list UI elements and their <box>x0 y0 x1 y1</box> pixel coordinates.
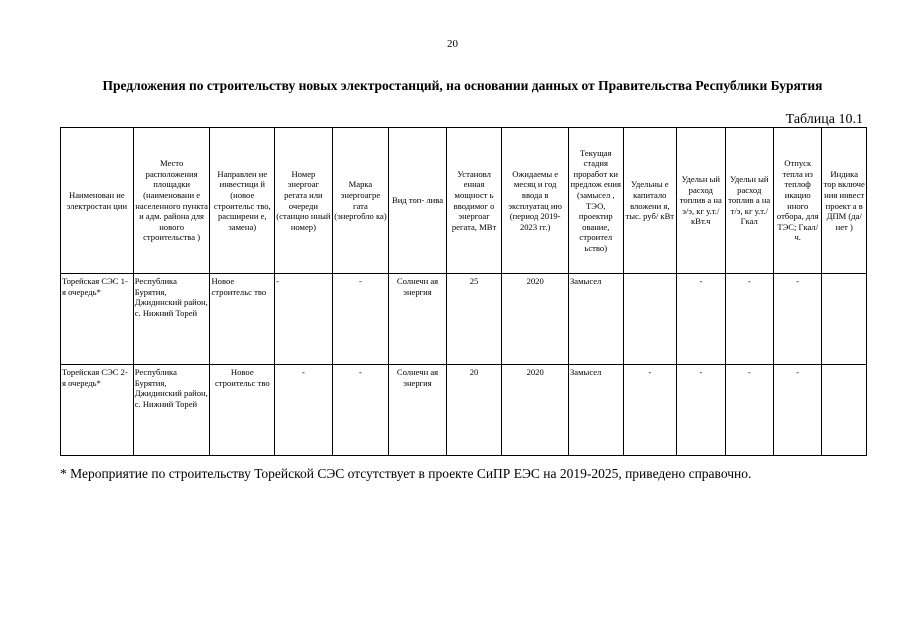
column-header: Направлен ие инвестици й (новое строительс тво, расширени е, замена) <box>210 128 275 274</box>
column-header: Наименован ие электростан ции <box>61 128 134 274</box>
table-cell: - <box>725 365 773 456</box>
table-cell: - <box>773 365 821 456</box>
table-cell: - <box>677 274 725 365</box>
table-cell: - <box>773 274 821 365</box>
table-cell: 20 <box>446 365 502 456</box>
table-cell: Солнечн ая энергия <box>389 365 447 456</box>
page-number: 20 <box>447 38 458 50</box>
column-header: Место расположения площадки (наименовани е населенного пункта и адм. района для нового строительства ) <box>133 128 210 274</box>
column-header: Удельны е капитало вложени я, тыс. руб/ кВт <box>623 128 677 274</box>
table-cell: - <box>275 365 333 456</box>
table-cell: - <box>677 365 725 456</box>
table-cell: Республика Бурятия, Джидинский район, с. Нижний Торей <box>133 365 210 456</box>
table-cell <box>623 274 677 365</box>
column-header: Текущая стадия проработ ки предлож ения (замысел , ТЭО, проектир ование, строител ьство) <box>568 128 623 274</box>
column-header: Вид топ- лива <box>389 128 447 274</box>
table-cell: Солнечн ая энергия <box>389 274 447 365</box>
table-row <box>61 274 867 365</box>
table-cell: Замысел <box>568 365 623 456</box>
table-cell: Новое строительс тво <box>210 365 275 456</box>
column-header: Удельн ый расход топлив а на э/э, кг у.т./ кВт.ч <box>677 128 725 274</box>
table-cell: 25 <box>446 274 502 365</box>
table-cell: Торейская СЭС 2-я очередь* <box>61 365 134 456</box>
table-cell: 2020 <box>502 274 569 365</box>
table-cell: 2020 <box>502 365 569 456</box>
table-cell: - <box>275 274 333 365</box>
table-cell: Республика Бурятия, Джидинский район, с. Нижний Торей <box>133 274 210 365</box>
footnote: * Мероприятие по строительству Торейской СЭС отсутствует в проекте СиПР ЕЭС на 2019-2025, приведено справочно. <box>60 466 752 481</box>
table-cell: - <box>332 274 389 365</box>
table-cell: - <box>332 365 389 456</box>
table-label: Таблица 10.1 <box>785 112 863 127</box>
column-header: Марка энергоагре гата (энергобло ка) <box>332 128 389 274</box>
table-cell <box>822 365 867 456</box>
table-header-row <box>61 128 867 274</box>
table-cell: - <box>623 365 677 456</box>
table-cell: Новое строительс тво <box>210 274 275 365</box>
power-plants-table <box>60 127 867 456</box>
table-row <box>61 365 867 456</box>
column-header: Индика тор включе ния инвест проект а в ДПМ (да/нет ) <box>822 128 867 274</box>
document-title: Предложения по строительству новых электростанций, на основании данных от Правительства Республики Бурятия <box>102 78 823 93</box>
column-header: Удельн ый расход топлив а на т/э, кг у.т./ Гкал <box>725 128 773 274</box>
column-header: Установл енная мощност ь вводимог о энергоаг регата, МВт <box>446 128 502 274</box>
column-header: Отпуск тепла из теплоф икацио нного отбора, для ТЭС; Гкал/ч. <box>773 128 821 274</box>
table-cell: Торейская СЭС 1-я очередь* <box>61 274 134 365</box>
table-cell: Замысел <box>568 274 623 365</box>
table-cell <box>822 274 867 365</box>
column-header: Ожидаемы е месяц и год ввода в эксплуатац ию (период 2019-2023 гг.) <box>502 128 569 274</box>
table-cell: - <box>725 274 773 365</box>
column-header: Номер энергоаг регата или очереди (станцио нный номер) <box>275 128 333 274</box>
